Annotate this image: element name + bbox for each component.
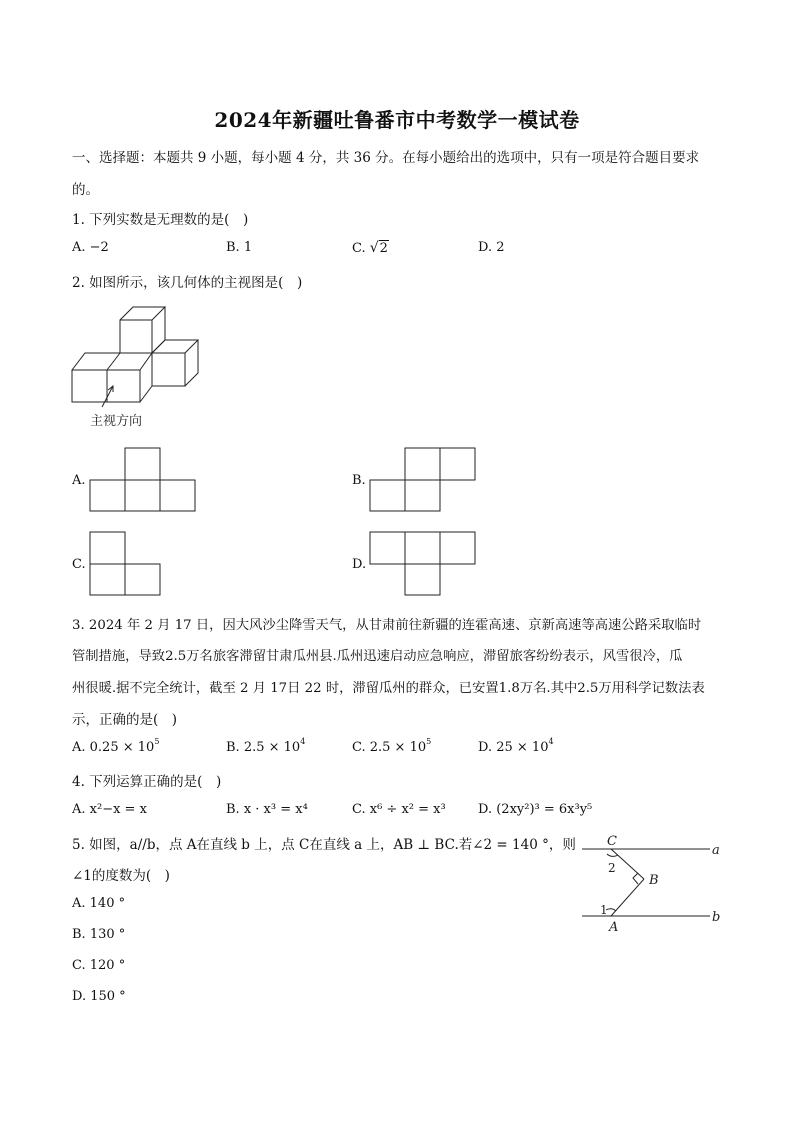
q3-option-d-base: D. 25 × 10 xyxy=(478,740,549,755)
question-5-line1: 5. 如图，a//b，点 A在直线 b 上，点 C在直线 a 上，AB ⊥ BC.若∠2 = 140 °，则 xyxy=(72,837,576,853)
q3-option-c-exponent: 5 xyxy=(426,737,432,746)
q3-option-d-exponent: 4 xyxy=(548,737,554,746)
sqrt-sign: √ xyxy=(369,240,379,256)
q3-option-d xyxy=(478,737,554,755)
q5-option-c: C. 120 ° xyxy=(72,958,126,973)
q3-option-c-base: C. 2.5 × 10 xyxy=(352,740,427,755)
q2-option-a-label: A. xyxy=(72,473,86,488)
q3-option-a-base: A. 0.25 × 10 xyxy=(72,740,155,755)
q2-option-b-figure xyxy=(368,446,478,512)
q4-option-c: C. x⁶ ÷ x² = x³ xyxy=(352,802,446,817)
view-direction-label: 主视方向 xyxy=(90,414,143,429)
question-3-line1: 3. 2024 年 2 月 17 日，因大风沙尘降雪天气，从甘肃前往新疆的连霍高速、京新高速等高速公路采取临时 xyxy=(72,618,702,633)
question-1-stem: 1. 下列实数是无理数的是( ) xyxy=(72,212,249,228)
q2-option-b-label: B. xyxy=(352,473,366,488)
solid-figure xyxy=(66,300,216,435)
q3-option-c xyxy=(352,737,432,755)
q3-option-b-base: B. 2.5 × 10 xyxy=(226,740,301,755)
q1-option-c xyxy=(352,240,389,256)
line-a-label: a xyxy=(712,843,720,858)
point-a-label: A xyxy=(609,920,619,935)
point-b-label: B xyxy=(649,873,659,888)
q1-option-c-radicand: 2 xyxy=(379,241,388,256)
q1-option-d: D. 2 xyxy=(478,240,505,255)
question-3-line2: 管制措施，导致2.5万名旅客滞留甘肃瓜州县.瓜州迅速启动应急响应，滞留旅客纷纷表示，风雪很冷，瓜 xyxy=(72,649,683,664)
q2-option-d-label: D. xyxy=(352,557,367,572)
question-2-stem: 2. 如图所示，该几何体的主视图是( ) xyxy=(72,275,303,291)
section-instructions-line2: 的。 xyxy=(72,182,99,198)
q2-option-c-figure xyxy=(88,530,198,596)
q2-option-a-figure xyxy=(88,446,198,512)
angle-1-label: 1 xyxy=(600,903,608,917)
point-c-label: C xyxy=(607,834,617,849)
question-4-stem: 4. 下列运算正确的是( ) xyxy=(72,774,222,790)
question-3-line4: 示，正确的是( ) xyxy=(72,712,178,728)
q1-option-a: A. −2 xyxy=(72,240,109,255)
q5-option-b: B. 130 ° xyxy=(72,927,126,942)
q5-option-a: A. 140 ° xyxy=(72,896,126,911)
q3-option-b-exponent: 4 xyxy=(300,737,306,746)
page-title: 2024年新疆吐鲁番市中考数学一模试卷 xyxy=(214,108,580,132)
angle-2-label: 2 xyxy=(608,861,616,875)
q1-option-b: B. 1 xyxy=(226,240,253,255)
q4-option-a: A. x²−x = x xyxy=(72,802,147,817)
q3-option-a-exponent: 5 xyxy=(154,737,160,746)
q2-option-d-figure xyxy=(368,530,478,596)
question-5-line2: ∠1的度数为( ) xyxy=(72,868,170,884)
line-b-label: b xyxy=(712,910,721,925)
q3-option-b xyxy=(226,737,306,755)
q4-option-d: D. (2xy²)³ = 6x³y⁵ xyxy=(478,802,593,817)
q4-option-b: B. x · x³ = x⁴ xyxy=(226,802,308,817)
q3-option-a xyxy=(72,737,160,755)
q1-option-c-prefix: C. xyxy=(352,241,370,256)
q2-option-c-label: C. xyxy=(72,557,86,572)
section-instructions-line1: 一、选择题：本题共 9 小题，每小题 4 分，共 36 分。在每小题给出的选项中，只有一项是符合题目要求 xyxy=(72,150,700,166)
q5-option-d: D. 150 ° xyxy=(72,989,126,1004)
parallel-lines-figure xyxy=(578,832,728,938)
question-3-line3: 州很暖.据不完全统计，截至 2 月 17日 22 时，滞留瓜州的群众，已安置1.8万名.其中2.5万用科学记数法表 xyxy=(72,681,705,696)
